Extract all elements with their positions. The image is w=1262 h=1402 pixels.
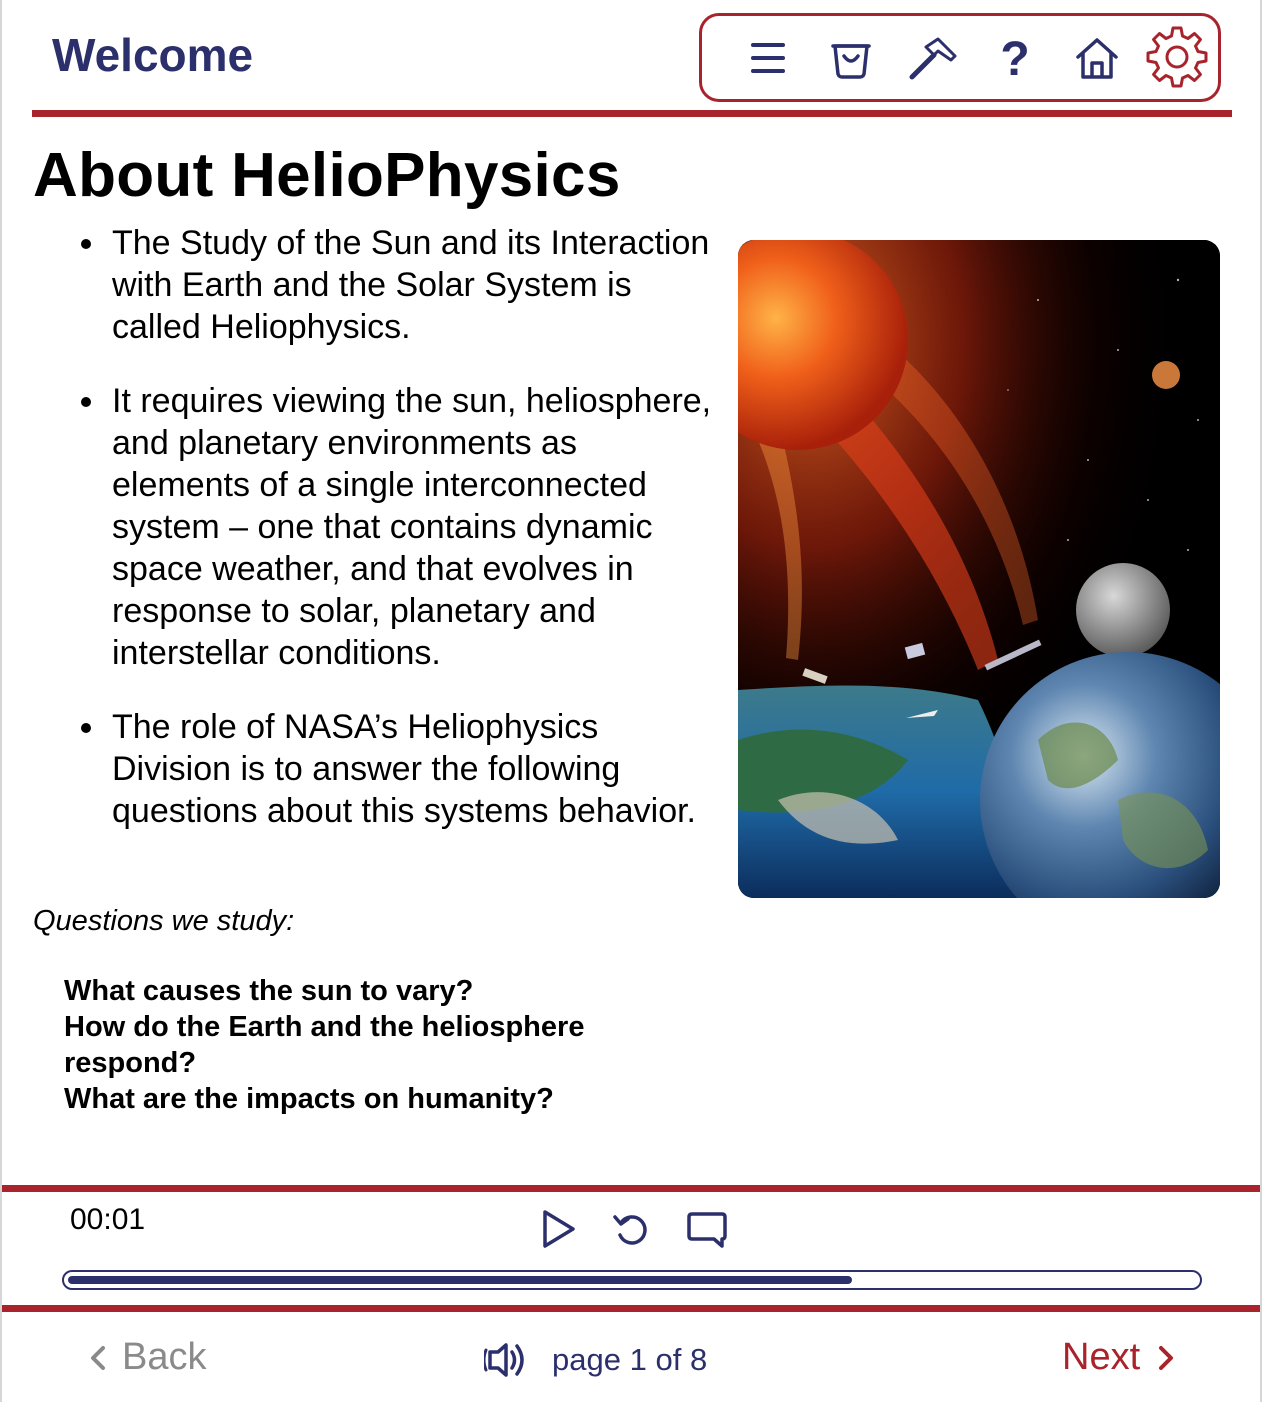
- page-current: 1: [629, 1342, 647, 1377]
- player-bottom-divider: [2, 1305, 1260, 1312]
- bullet-item: The Study of the Sun and its Interaction with Earth and the Solar System is called Heliophysics.: [74, 222, 724, 348]
- back-button[interactable]: [88, 1336, 206, 1379]
- play-button[interactable]: [534, 1206, 580, 1252]
- header-divider: [32, 110, 1232, 117]
- page-text: [552, 1342, 707, 1378]
- bullet-list: [74, 222, 724, 864]
- page-indicator: [484, 1340, 707, 1380]
- chevron-left-icon: [88, 1344, 108, 1372]
- play-icon: [537, 1208, 577, 1250]
- gear-icon: [1144, 25, 1210, 91]
- home-button[interactable]: [1062, 16, 1132, 99]
- basket-icon: [829, 36, 873, 80]
- bullet-item: It requires viewing the sun, heliosphere, and planetary environments as elements of a single interconnected system – one that contains dynamic space weather, and that evolves in response to solar, planetary and interstellar conditions.: [74, 380, 724, 674]
- transcript-button[interactable]: [684, 1206, 730, 1252]
- hammer-icon: [908, 35, 958, 81]
- menu-icon: [749, 40, 789, 76]
- question-item: What are the impacts on humanity?: [64, 1083, 554, 1115]
- progress-bar[interactable]: [62, 1270, 1202, 1290]
- tools-button[interactable]: [898, 16, 968, 99]
- progress-fill: [68, 1276, 852, 1284]
- help-icon: [997, 35, 1033, 81]
- page-title: About HelioPhysics: [33, 141, 621, 210]
- help-button[interactable]: [980, 16, 1050, 99]
- svg-text:?: ?: [1000, 34, 1030, 81]
- player-top-divider: [2, 1185, 1260, 1192]
- question-item: How do the Earth and the heliosphere respond?: [64, 1011, 585, 1079]
- replay-button[interactable]: [608, 1206, 654, 1252]
- settings-button[interactable]: [1142, 16, 1212, 99]
- home-icon: [1074, 35, 1120, 81]
- bullet-item: The role of NASA’s Heliophysics Division is to answer the following questions about this systems behavior.: [74, 706, 724, 832]
- time-display: 00:01: [70, 1203, 146, 1236]
- page-word: page: [552, 1342, 621, 1377]
- basket-button[interactable]: [816, 16, 886, 99]
- next-button[interactable]: [1062, 1336, 1176, 1379]
- back-label: Back: [122, 1336, 207, 1378]
- page-of: of: [655, 1342, 682, 1377]
- speaker-icon: [484, 1340, 530, 1380]
- audio-button[interactable]: [484, 1340, 530, 1380]
- questions-list: [64, 973, 684, 1117]
- replay-icon: [611, 1209, 651, 1249]
- menu-button[interactable]: [734, 16, 804, 99]
- heliophysics-illustration: [738, 240, 1220, 898]
- next-label: Next: [1062, 1336, 1141, 1378]
- page-total: 8: [689, 1342, 708, 1377]
- question-item: What causes the sun to vary?: [64, 975, 474, 1007]
- chevron-right-icon: [1156, 1344, 1176, 1372]
- transcript-icon: [686, 1208, 728, 1250]
- toolbar: [699, 13, 1221, 102]
- header-title: Welcome: [52, 29, 254, 81]
- questions-label: Questions we study:: [33, 905, 295, 937]
